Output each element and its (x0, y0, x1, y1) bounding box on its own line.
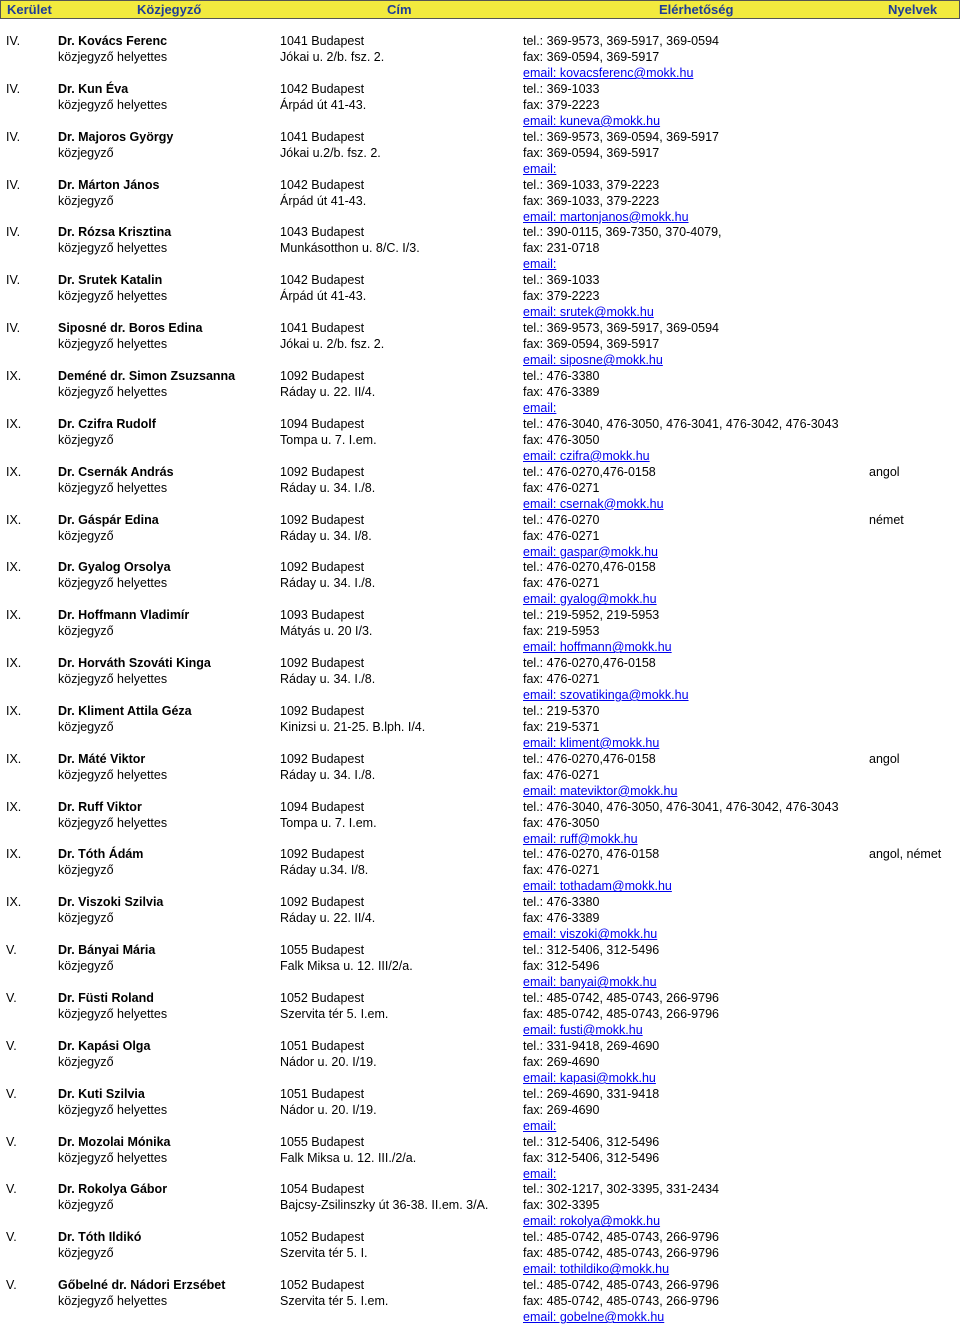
notary-title: közjegyző helyettes (58, 384, 168, 399)
email-link[interactable]: email: viszoki@mokk.hu (523, 927, 658, 942)
notary-title: közjegyző helyettes (58, 97, 168, 112)
email-link[interactable]: email: martonjanos@mokk.hu (523, 209, 689, 224)
phone-line: tel.: 485-0742, 485-0743, 266-9796 (523, 991, 719, 1005)
list-item (0, 464, 960, 512)
notary-name: Dr. Kapási Olga (58, 1038, 151, 1053)
fax-line: fax: 369-0594, 369-5917 (523, 337, 660, 352)
district-label: IV. (6, 177, 21, 192)
address-line-1: 1041 Budapest (280, 129, 365, 144)
address-line-2: Falk Miksa u. 12. III./2/a. (280, 1150, 417, 1165)
email-link[interactable]: email: czifra@mokk.hu (523, 448, 650, 463)
address-line-1: 1041 Budapest (280, 321, 365, 336)
address-line-2: Falk Miksa u. 12. III/2/a. (280, 959, 413, 974)
address-line-2: Mátyás u. 20 I/3. (280, 624, 373, 639)
list-item (0, 33, 960, 81)
address-line-1: 1092 Budapest (280, 656, 365, 671)
address-line-1: 1092 Budapest (280, 703, 365, 718)
email-link[interactable]: email: srutek@mokk.hu (523, 305, 654, 320)
phone-line: tel.: 476-3380 (523, 368, 600, 383)
notary-title: közjegyző (58, 911, 114, 926)
district-label: IX. (6, 560, 22, 575)
address-line-1: 1094 Budapest (280, 416, 365, 431)
list-item (0, 1086, 960, 1134)
notary-name: Dr. Viszoki Szilvia (58, 895, 164, 910)
fax-line: fax: 476-0271 (523, 576, 600, 591)
email-link[interactable]: email: szovatikinga@mokk.hu (523, 688, 689, 703)
notary-name: Dr. Csernák András (58, 464, 174, 479)
phone-line: tel.: 476-0270 (523, 512, 600, 527)
address-line-1: 1055 Budapest (280, 943, 365, 958)
notary-title: közjegyző helyettes (58, 576, 168, 591)
notary-name: Dr. Rózsa Krisztina (58, 225, 172, 240)
email-link[interactable]: email: hoffmann@mokk.hu (523, 640, 672, 655)
address-line-1: 1042 Budapest (280, 177, 365, 192)
list-item (0, 1181, 960, 1229)
notary-title: közjegyző (58, 432, 114, 447)
notary-name: Dr. Kuti Szilvia (58, 1086, 145, 1101)
address-line-1: 1094 Budapest (280, 799, 365, 814)
email-link[interactable]: email: ruff@mokk.hu (523, 831, 638, 846)
district-label: IX. (6, 895, 22, 910)
address-line-2: Jókai u.2/b. fsz. 2. (280, 145, 381, 160)
email-link[interactable]: email: fusti@mokk.hu (523, 1023, 643, 1037)
address-line-1: 1052 Budapest (280, 991, 365, 1005)
address-line-2: Ráday u. 34. I./8. (280, 576, 376, 591)
phone-line: tel.: 476-0270,476-0158 (523, 464, 656, 479)
notary-title: közjegyző (58, 959, 114, 974)
address-line-2: Ráday u. 34. I/8. (280, 528, 372, 543)
notary-name: Dr. Majoros György (58, 129, 174, 144)
district-label: IV. (6, 81, 21, 96)
list-item (0, 655, 960, 703)
address-line-1: 1051 Budapest (280, 1038, 365, 1053)
district-label: IX. (6, 512, 22, 527)
district-label: IX. (6, 799, 22, 814)
address-line-2: Jókai u. 2/b. fsz. 2. (280, 50, 385, 64)
fax-line: fax: 369-0594, 369-5917 (523, 145, 660, 160)
notary-name: Dr. Tóth Ádám (58, 847, 144, 862)
phone-line: tel.: 369-1033 (523, 273, 600, 288)
address-line-2: Szervita tér 5. I.em. (280, 1007, 389, 1021)
district-label: IX. (6, 847, 22, 862)
email-link[interactable]: email: (523, 400, 557, 415)
email-link[interactable]: email: kliment@mokk.hu (523, 735, 660, 750)
email-link[interactable]: email: kapasi@mokk.hu (523, 1070, 656, 1085)
address-line-1: 1092 Budapest (280, 464, 365, 479)
list-item (0, 224, 960, 272)
notary-name: Dr. Kovács Ferenc (58, 34, 168, 48)
phone-line: tel.: 369-9573, 369-5917, 369-0594 (523, 34, 719, 48)
district-label: V. (6, 1086, 17, 1101)
languages: angol (869, 751, 900, 766)
address-line-2: Ráday u. 34. I./8. (280, 672, 376, 687)
notary-name: Gőbelné dr. Nádori Erzsébet (58, 1278, 226, 1293)
phone-line: tel.: 476-3380 (523, 895, 600, 910)
notary-name: Dr. Mozolai Mónika (58, 1134, 171, 1149)
address-line-1: 1093 Budapest (280, 608, 365, 623)
list-item (0, 607, 960, 655)
district-label: V. (6, 1038, 17, 1053)
email-link[interactable]: email: (523, 161, 557, 176)
email-link[interactable]: email: tothadam@mokk.hu (523, 879, 672, 894)
notary-title: közjegyző helyettes (58, 1294, 168, 1309)
fax-line: fax: 302-3395 (523, 1198, 600, 1213)
notary-title: közjegyző (58, 528, 114, 543)
fax-line: fax: 312-5406, 312-5496 (523, 1150, 660, 1165)
district-label: V. (6, 991, 17, 1005)
notary-name: Dr. Márton János (58, 177, 160, 192)
notary-name: Dr. Srutek Katalin (58, 273, 163, 288)
address-line-2: Jókai u. 2/b. fsz. 2. (280, 337, 385, 352)
list-item (0, 1277, 960, 1325)
email-link[interactable]: email: tothildiko@mokk.hu (523, 1262, 670, 1277)
fax-line: fax: 269-4690 (523, 1102, 600, 1117)
list-item (0, 799, 960, 847)
notary-name: Dr. Gáspár Edina (58, 512, 159, 527)
notary-name: Dr. Rokolya Gábor (58, 1182, 168, 1197)
email-link[interactable]: email: banyai@mokk.hu (523, 975, 657, 990)
notary-name: Deméné dr. Simon Zsuzsanna (58, 368, 236, 383)
address-line-2: Tompa u. 7. I.em. (280, 432, 377, 447)
fax-line: fax: 231-0718 (523, 241, 600, 256)
address-line-1: 1055 Budapest (280, 1134, 365, 1149)
notary-title: közjegyző (58, 145, 114, 160)
list-item (0, 320, 960, 368)
phone-line: tel.: 476-0270,476-0158 (523, 751, 656, 766)
notary-title: közjegyző helyettes (58, 1007, 168, 1021)
address-line-1: 1051 Budapest (280, 1086, 365, 1101)
list-item (0, 846, 960, 894)
list-item (0, 990, 960, 1038)
email-link[interactable]: email: gaspar@mokk.hu (523, 544, 658, 559)
notary-name: Siposné dr. Boros Edina (58, 321, 203, 336)
phone-line: tel.: 219-5952, 219-5953 (523, 608, 660, 623)
languages: német (869, 512, 904, 527)
notary-title: közjegyző helyettes (58, 480, 168, 495)
fax-line: fax: 476-0271 (523, 672, 600, 687)
fax-line: fax: 269-4690 (523, 1054, 600, 1069)
notary-name: Dr. Tóth Ildikó (58, 1230, 142, 1245)
address-line-2: Ráday u. 34. I./8. (280, 480, 376, 495)
notary-title: közjegyző (58, 1198, 114, 1213)
email-link[interactable]: email: (523, 1118, 557, 1133)
notary-title: közjegyző helyettes (58, 815, 168, 830)
phone-line: tel.: 219-5370 (523, 703, 600, 718)
address-line-2: Szervita tér 5. I.em. (280, 1294, 389, 1309)
district-label: IX. (6, 368, 22, 383)
email-link[interactable]: email: kovacsferenc@mokk.hu (523, 66, 694, 80)
address-line-2: Szervita tér 5. I. (280, 1246, 368, 1261)
list-item (0, 703, 960, 751)
district-label: IV. (6, 34, 21, 48)
address-line-1: 1042 Budapest (280, 81, 365, 96)
fax-line: fax: 485-0742, 485-0743, 266-9796 (523, 1294, 719, 1309)
header-nyelvek: Nyelvek (888, 2, 938, 17)
notary-title: közjegyző helyettes (58, 50, 168, 64)
fax-line: fax: 476-0271 (523, 480, 600, 495)
fax-line: fax: 476-3050 (523, 432, 600, 447)
list-item (0, 129, 960, 177)
fax-line: fax: 369-0594, 369-5917 (523, 50, 660, 64)
notary-title: közjegyző helyettes (58, 1102, 168, 1117)
list-item (0, 559, 960, 607)
district-label: V. (6, 1134, 17, 1149)
phone-line: tel.: 476-3040, 476-3050, 476-3041, 476-3042, 476-3043 (523, 799, 839, 814)
district-label: V. (6, 1182, 17, 1197)
phone-line: tel.: 312-5406, 312-5496 (523, 943, 660, 958)
list-item (0, 751, 960, 799)
district-label: IX. (6, 416, 22, 431)
header-cim: Cím (387, 2, 412, 17)
address-line-2: Ráday u. 22. II/4. (280, 384, 376, 399)
district-label: IX. (6, 608, 22, 623)
address-line-1: 1092 Budapest (280, 560, 365, 575)
address-line-2: Kinizsi u. 21-25. B.lph. I/4. (280, 719, 426, 734)
district-label: IV. (6, 321, 21, 336)
district-label: V. (6, 943, 17, 958)
notary-title: közjegyző (58, 193, 114, 208)
email-link[interactable]: email: csernak@mokk.hu (523, 496, 664, 511)
list-item (0, 1134, 960, 1182)
list-item (0, 894, 960, 942)
notary-title: közjegyző (58, 624, 114, 639)
list-item (0, 177, 960, 225)
notary-name: Dr. Bányai Mária (58, 943, 156, 958)
address-line-1: 1092 Budapest (280, 512, 365, 527)
phone-line: tel.: 302-1217, 302-3395, 331-2434 (523, 1182, 719, 1197)
phone-line: tel.: 476-0270, 476-0158 (523, 847, 660, 862)
email-link[interactable]: email: gobelne@mokk.hu (523, 1310, 665, 1325)
notary-title: közjegyző helyettes (58, 289, 168, 304)
phone-line: tel.: 476-0270,476-0158 (523, 560, 656, 575)
address-line-2: Árpád út 41-43. (280, 289, 367, 304)
list-item (0, 416, 960, 464)
table-header (0, 0, 960, 19)
address-line-2: Ráday u.34. I/8. (280, 863, 369, 878)
notary-title: közjegyző (58, 1054, 114, 1069)
header-kozjegyzo: Közjegyző (137, 2, 202, 17)
phone-line: tel.: 369-1033, 379-2223 (523, 177, 660, 192)
languages: angol (869, 464, 900, 479)
email-link[interactable]: email: siposne@mokk.hu (523, 353, 663, 368)
email-link[interactable]: email: (523, 1166, 557, 1181)
list-item (0, 368, 960, 416)
notary-name: Dr. Füsti Roland (58, 991, 154, 1005)
address-line-2: Nádor u. 20. I/19. (280, 1102, 377, 1117)
address-line-1: 1092 Budapest (280, 847, 365, 862)
fax-line: fax: 485-0742, 485-0743, 266-9796 (523, 1246, 719, 1261)
notary-name: Dr. Horváth Szováti Kinga (58, 656, 211, 671)
fax-line: fax: 369-1033, 379-2223 (523, 193, 660, 208)
notary-title: közjegyző helyettes (58, 241, 168, 256)
address-line-1: 1042 Budapest (280, 273, 365, 288)
list-item (0, 1229, 960, 1277)
email-link[interactable]: email: kuneva@mokk.hu (523, 113, 661, 128)
address-line-1: 1054 Budapest (280, 1182, 365, 1197)
fax-line: fax: 485-0742, 485-0743, 266-9796 (523, 1007, 719, 1021)
notary-title: közjegyző helyettes (58, 1150, 168, 1165)
fax-line: fax: 476-3389 (523, 911, 600, 926)
address-line-1: 1092 Budapest (280, 751, 365, 766)
district-label: V. (6, 1230, 17, 1245)
address-line-1: 1052 Budapest (280, 1230, 365, 1245)
fax-line: fax: 312-5496 (523, 959, 600, 974)
header-kerulet: Kerület (7, 2, 52, 17)
notary-name: Dr. Czifra Rudolf (58, 416, 156, 431)
fax-line: fax: 379-2223 (523, 97, 600, 112)
notary-name: Dr. Gyalog Orsolya (58, 560, 171, 575)
notary-title: közjegyző (58, 719, 114, 734)
phone-line: tel.: 331-9418, 269-4690 (523, 1038, 660, 1053)
address-line-2: Tompa u. 7. I.em. (280, 815, 377, 830)
district-label: IV. (6, 273, 21, 288)
district-label: IV. (6, 129, 21, 144)
fax-line: fax: 476-0271 (523, 528, 600, 543)
phone-line: tel.: 476-0270,476-0158 (523, 656, 656, 671)
phone-line: tel.: 369-1033 (523, 81, 600, 96)
address-line-1: 1041 Budapest (280, 34, 365, 48)
list-item (0, 512, 960, 560)
header-elerhetoseg: Elérhetőség (659, 2, 734, 17)
list-item (0, 942, 960, 990)
phone-line: tel.: 390-0115, 369-7350, 370-4079, (523, 225, 722, 240)
district-label: IV. (6, 225, 21, 240)
notary-title: közjegyző helyettes (58, 672, 168, 687)
district-label: IX. (6, 703, 22, 718)
notary-name: Dr. Kliment Attila Géza (58, 703, 192, 718)
district-label: IX. (6, 751, 22, 766)
fax-line: fax: 476-3389 (523, 384, 600, 399)
address-line-1: 1092 Budapest (280, 895, 365, 910)
fax-line: fax: 219-5953 (523, 624, 600, 639)
fax-line: fax: 476-0271 (523, 863, 600, 878)
email-link[interactable]: email: gyalog@mokk.hu (523, 592, 657, 607)
email-link[interactable]: email: rokolya@mokk.hu (523, 1214, 661, 1229)
phone-line: tel.: 312-5406, 312-5496 (523, 1134, 660, 1149)
district-label: IX. (6, 464, 22, 479)
address-line-2: Nádor u. 20. I/19. (280, 1054, 377, 1069)
fax-line: fax: 476-3050 (523, 815, 600, 830)
phone-line: tel.: 269-4690, 331-9418 (523, 1086, 660, 1101)
address-line-2: Árpád út 41-43. (280, 97, 367, 112)
notary-title: közjegyző helyettes (58, 767, 168, 782)
address-line-1: 1092 Budapest (280, 368, 365, 383)
phone-line: tel.: 485-0742, 485-0743, 266-9796 (523, 1230, 719, 1245)
address-line-2: Munkásotthon u. 8/C. I/3. (280, 241, 420, 256)
notary-title: közjegyző (58, 1246, 114, 1261)
notary-name: Dr. Kun Éva (58, 81, 129, 96)
fax-line: fax: 476-0271 (523, 767, 600, 782)
district-label: V. (6, 1278, 17, 1293)
address-line-2: Ráday u. 34. I./8. (280, 767, 376, 782)
phone-line: tel.: 369-9573, 369-0594, 369-5917 (523, 129, 719, 144)
fax-line: fax: 379-2223 (523, 289, 600, 304)
phone-line: tel.: 476-3040, 476-3050, 476-3041, 476-3042, 476-3043 (523, 416, 839, 431)
notary-title: közjegyző (58, 863, 114, 878)
phone-line: tel.: 485-0742, 485-0743, 266-9796 (523, 1278, 719, 1293)
phone-line: tel.: 369-9573, 369-5917, 369-0594 (523, 321, 719, 336)
district-label: IX. (6, 656, 22, 671)
list-item (0, 81, 960, 129)
list-item (0, 1038, 960, 1086)
address-line-2: Ráday u. 22. II/4. (280, 911, 376, 926)
address-line-2: Bajcsy-Zsilinszky út 36-38. II.em. 3/A. (280, 1198, 489, 1213)
list-item (0, 272, 960, 320)
notary-name: Dr. Hoffmann Vladimír (58, 608, 190, 623)
languages: angol, német (869, 847, 942, 862)
address-line-1: 1043 Budapest (280, 225, 365, 240)
notary-title: közjegyző helyettes (58, 337, 168, 352)
email-link[interactable]: email: (523, 257, 557, 272)
email-link[interactable]: email: mateviktor@mokk.hu (523, 783, 678, 798)
address-line-1: 1052 Budapest (280, 1278, 365, 1293)
address-line-2: Árpád út 41-43. (280, 193, 367, 208)
fax-line: fax: 219-5371 (523, 719, 600, 734)
notary-name: Dr. Máté Viktor (58, 751, 146, 766)
notary-name: Dr. Ruff Viktor (58, 799, 142, 814)
